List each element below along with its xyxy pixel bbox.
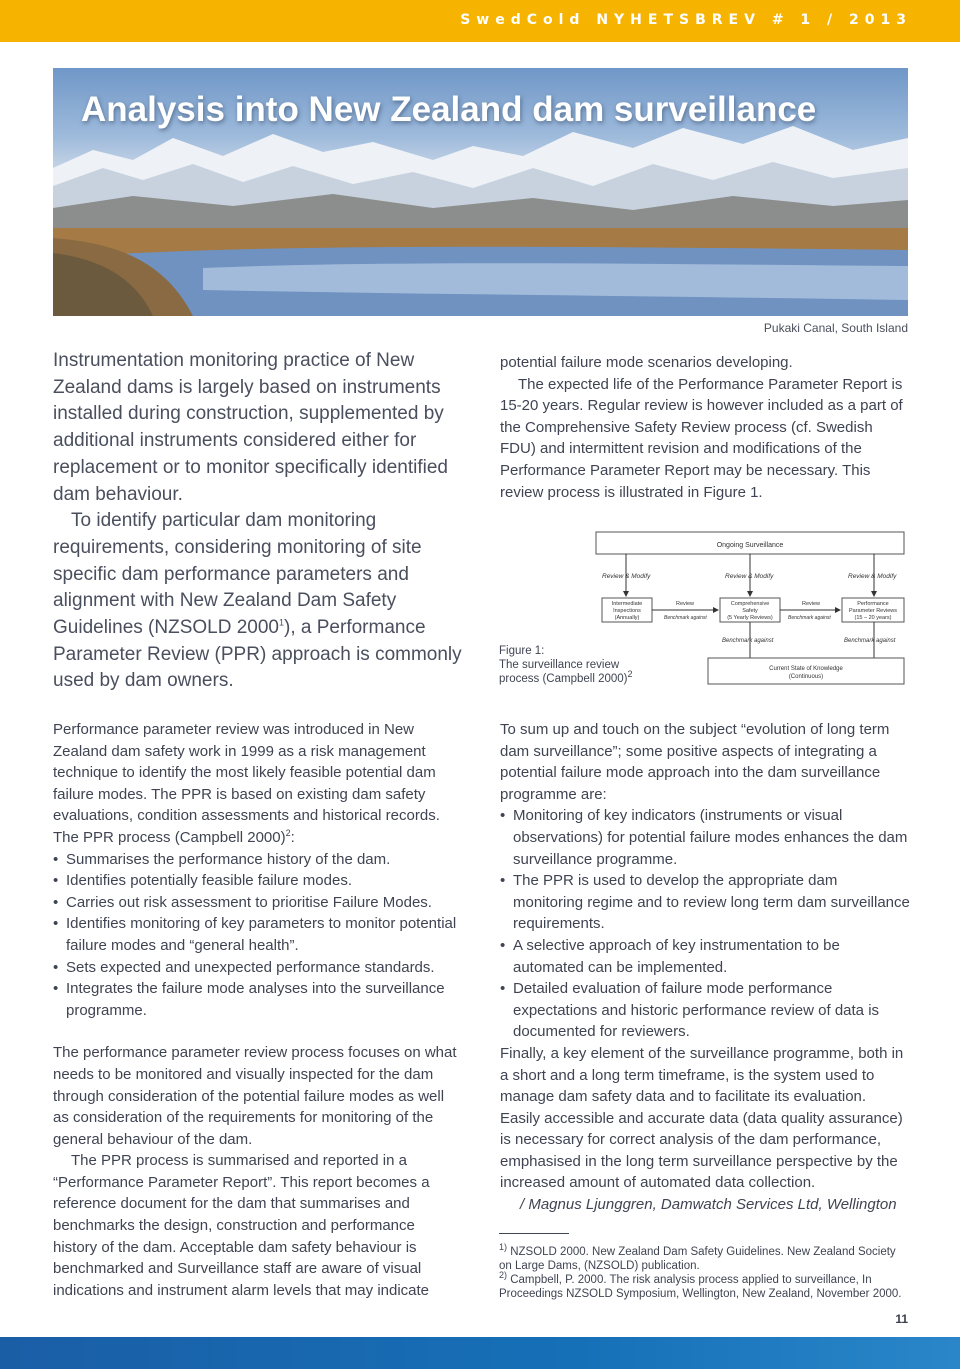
lead-paragraph-1: Instrumentation monitoring practice of New Zealand dams is largely based on instruments installed during construction, supplemented by additional instruments considered either for replacement or to monitor specifically identified dam behaviour. bbox=[53, 350, 448, 505]
paragraph: The PPR process is summarised and reported in a “Performance Parameter Report”. This report becomes a reference document for the dam that summarises and benchmarks the design, construction and performance history of the dam. Acceptable dam safety behaviour is benchmarked and Surveillance staff are aware of visual indications and instrument alarm levels that may indicate bbox=[53, 1152, 430, 1299]
footnote-ref: 2 bbox=[627, 669, 633, 680]
lead-text-a: To identify particular dam monitoring requirements, considering monitoring of site specific dam performance parameters and alignment with New Zealand Dam Safety Guidelines (NZSOLD 2000 bbox=[53, 510, 422, 639]
box-label: Performance bbox=[857, 601, 889, 607]
box-label: Safety bbox=[742, 608, 758, 614]
footer-bar bbox=[0, 1337, 960, 1369]
list-item: • Identifies potentially feasible failure modes. bbox=[53, 870, 463, 892]
benchmark-label: Benchmark against bbox=[664, 615, 707, 621]
footnote-ref: 2 bbox=[285, 827, 291, 838]
box-label: Intermediate bbox=[611, 601, 643, 607]
footnote-text: NZSOLD 2000. New Zealand Dam Safety Guidelines. New Zealand Society on Large Dams, (NZSOLD) publication. bbox=[499, 1246, 896, 1272]
box-label: (15 – 20 years) bbox=[854, 615, 892, 621]
list-item: • Detailed evaluation of failure mode performance expectations and historic performance review of data is documented for reviewers. bbox=[500, 978, 910, 1043]
ppr-bullet-list bbox=[53, 849, 463, 1022]
list-item: • Identifies monitoring of key parameters to monitor potential failure modes and “general health”. bbox=[53, 913, 463, 956]
benchmark-label: Benchmark against bbox=[788, 615, 831, 621]
box-label: (Continuous) bbox=[788, 674, 824, 680]
paragraph: To sum up and touch on the subject “evolution of long term dam surveillance”; some positive aspects of integrating a potential failure mode approach into the dam surveillance programme are: bbox=[500, 721, 890, 803]
surveillance-process-diagram bbox=[594, 530, 910, 690]
paragraph-text: Performance parameter review was introduced in New Zealand dam safety work in 1999 as a risk management technique to identify the most likely feasible potential dam failure modes. The PPR is based on existing dam safety evaluations, condition assessments and historical records. The PPR process (Campbell 2000) bbox=[53, 721, 440, 846]
positive-aspects-list bbox=[500, 805, 910, 1043]
footnotes bbox=[499, 1242, 911, 1301]
header-bar bbox=[0, 0, 960, 42]
list-item: • The PPR is used to develop the appropriate dam monitoring regime and to review long term dam surveillance requirements. bbox=[500, 870, 910, 935]
benchmark-label: Benchmark against bbox=[844, 638, 896, 644]
paragraph-text: : bbox=[290, 828, 295, 846]
list-item: • A selective approach of key instrumentation to be automated can be implemented. bbox=[500, 935, 910, 978]
box-label: Current State of Knowledge bbox=[769, 666, 843, 672]
list-item: • Integrates the failure mode analyses into the surveillance programme. bbox=[53, 978, 463, 1021]
list-item: • Summarises the performance history of the dam. bbox=[53, 849, 463, 871]
hero-image bbox=[53, 68, 908, 316]
newsletter-header: SwedCold NYHETSBREV # 1 / 2013 bbox=[460, 12, 912, 28]
footnote-ref: 1 bbox=[279, 617, 285, 628]
figure-label: Figure 1: bbox=[499, 645, 545, 657]
footnote-mark: 1) bbox=[499, 1242, 508, 1253]
lead-paragraph-2 bbox=[53, 508, 463, 695]
box-label: (Annually) bbox=[614, 615, 640, 621]
paragraph bbox=[53, 719, 463, 849]
page-number: 11 bbox=[895, 1312, 908, 1326]
footnote-2 bbox=[499, 1270, 911, 1301]
review-modify-label: Review & Modify bbox=[602, 573, 651, 580]
footnote-mark: 2) bbox=[499, 1270, 508, 1281]
benchmark-label: Benchmark against bbox=[722, 638, 774, 644]
footnote-1 bbox=[499, 1242, 911, 1273]
lead-text-b: ), a Performance Parameter Review (PPR) approach is commonly used by dam owners. bbox=[53, 617, 462, 692]
list-item: • Monitoring of key indicators (instruments or visual observations) for potential failure modes enhances the dam surveillance programme. bbox=[500, 805, 910, 870]
paragraph: potential failure mode scenarios developing. bbox=[500, 354, 793, 371]
box-label: Parameter Reviews bbox=[849, 608, 897, 614]
ongoing-label: Ongoing Surveillance bbox=[716, 542, 784, 549]
footnote-text: Campbell, P. 2000. The risk analysis process applied to surveillance, In Proceedings NZSOLD Symposium, Wellington, New Zealand, November 2000. bbox=[499, 1274, 902, 1300]
review-modify-label: Review & Modify bbox=[848, 573, 897, 580]
list-item: • Sets expected and unexpected performance standards. bbox=[53, 957, 463, 979]
box-label: Inspections bbox=[613, 608, 641, 614]
article-title: Analysis into New Zealand dam surveillance bbox=[81, 90, 817, 129]
box-label: (5 Yearly Reviews) bbox=[727, 615, 773, 621]
review-label: Review bbox=[676, 601, 695, 607]
figure-description-text: The surveillance review process (Campbell 2000) bbox=[499, 659, 628, 685]
paragraph: The expected life of the Performance Parameter Report is 15-20 years. Regular review is however included as a part of the Comprehensive Safety Review process (cf. Swedish FDU) and intermittent revision and modifications of the Performance Parameter Report may be necessary. This review process is illustrated in Figure 1. bbox=[500, 375, 903, 501]
review-modify-label: Review & Modify bbox=[725, 573, 774, 580]
author-signature: / Magnus Ljunggren, Damwatch Services Ltd, Wellington bbox=[520, 1196, 897, 1214]
photo-caption: Pukaki Canal, South Island bbox=[763, 321, 908, 335]
footnote-divider bbox=[499, 1233, 569, 1234]
paragraph: The performance parameter review process focuses on what needs to be monitored and visually inspected for the dam through consideration of the potential failure modes as well as consideration of the requirements for monitoring of the general behaviour of the dam. bbox=[53, 1044, 457, 1148]
list-item: • Carries out risk assessment to prioritise Failure Modes. bbox=[53, 892, 463, 914]
review-label: Review bbox=[802, 601, 821, 607]
right-top-text bbox=[500, 352, 910, 503]
paragraph: Finally, a key element of the surveillance programme, both in a short and a long term timeframe, is the system used to manage dam safety data and to facilitate its evaluation. Easily accessible and accurate data (data quality assurance) is necessary for correct analysis of the dam performance, emphasised in the long term surveillance perspective by the increased amount of automated data collection. bbox=[500, 1044, 904, 1192]
box-label: Comprehensive bbox=[730, 601, 770, 607]
left-column bbox=[53, 719, 463, 1301]
right-column bbox=[500, 719, 910, 1216]
lead-paragraphs bbox=[53, 348, 463, 695]
